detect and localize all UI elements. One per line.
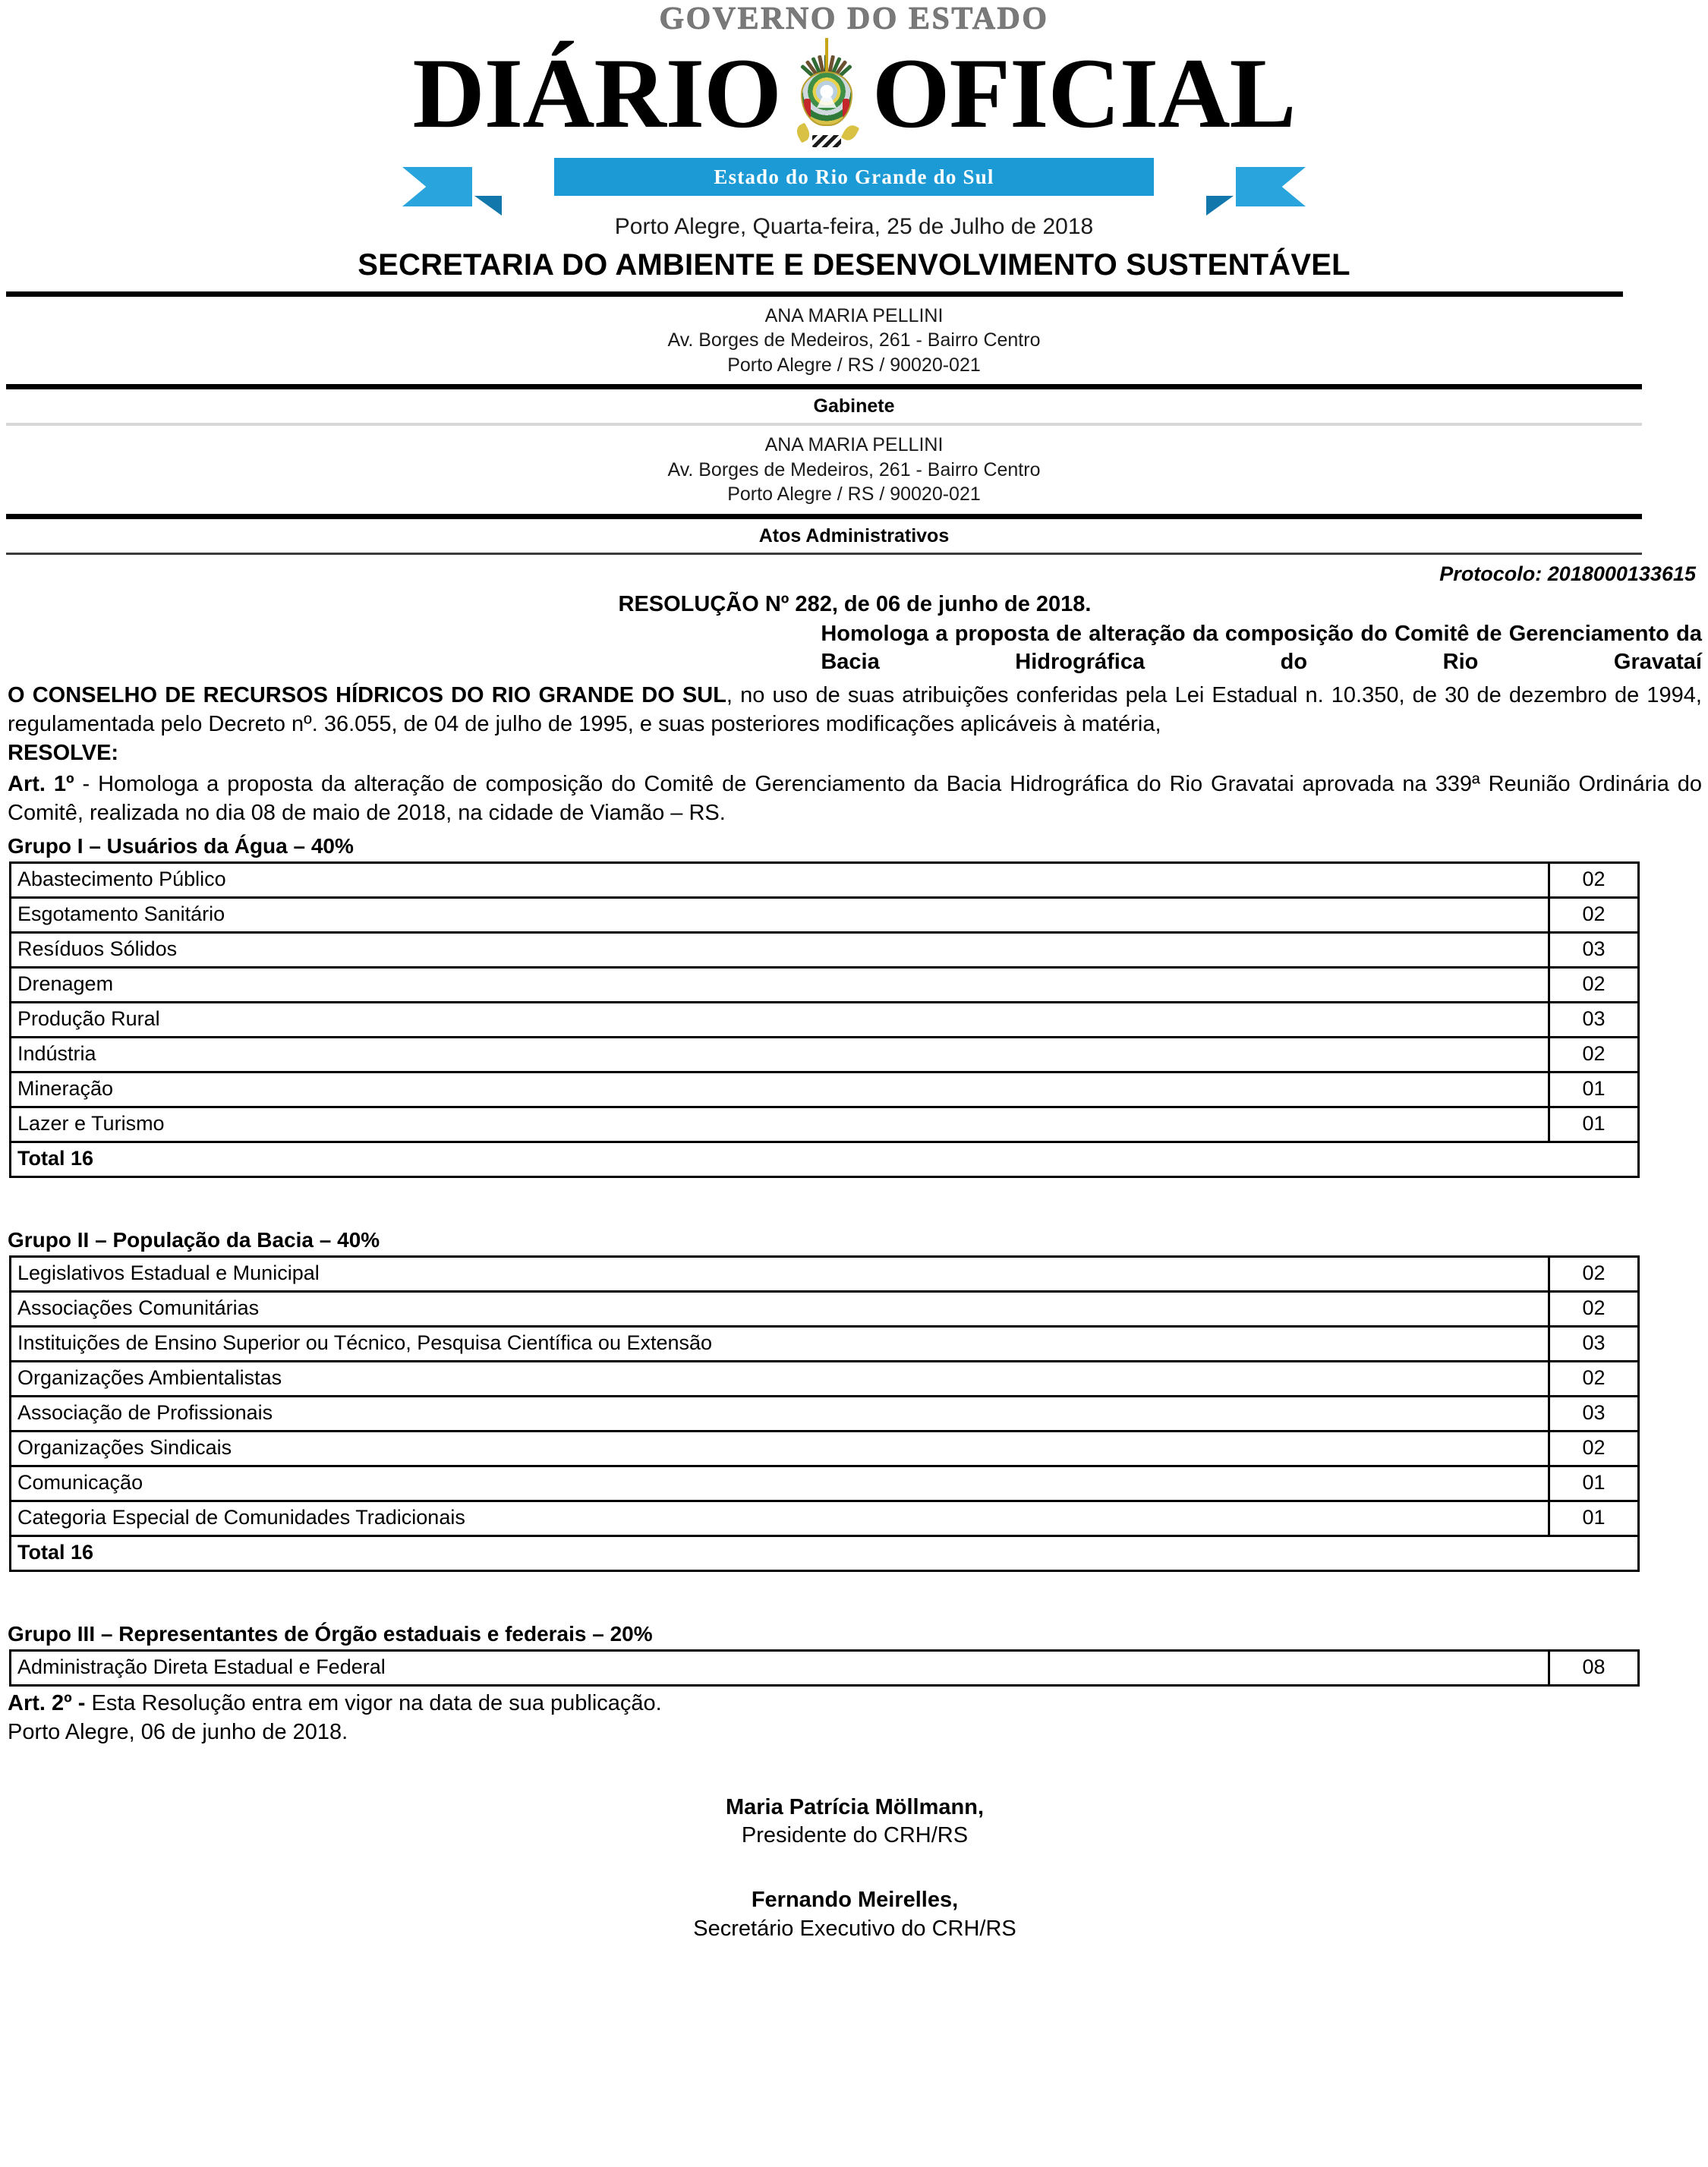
ribbon-label: Estado do Rio Grande do Sul <box>714 165 994 188</box>
table-row <box>11 1431 1639 1466</box>
table-row <box>11 1501 1639 1535</box>
city-date: Porto Alegre, 06 de junho de 2018. <box>8 1719 348 1744</box>
composition-table-group-1 <box>9 861 1640 1178</box>
preamble-rest: , no uso de suas atribuições conferidas pela Lei Estadual n. 10.350, de 30 de dezembro de 1994, regulamentada pelo Decreto nº. 36.055, de 04 de julho de 1995, e suas posteriores modificações aplicáveis à matéria, <box>8 682 1702 736</box>
group-total: Total 16 <box>11 1142 1639 1176</box>
signature-block-2 <box>8 1886 1702 1942</box>
category-qty: 03 <box>1549 1396 1639 1431</box>
category-name: Mineração <box>11 1072 1549 1107</box>
table-row <box>11 1361 1639 1396</box>
gabinete-address-street: Av. Borges de Medeiros, 261 - Bairro Centro <box>667 458 1041 480</box>
category-qty: 01 <box>1549 1501 1639 1535</box>
category-qty: 01 <box>1549 1072 1639 1107</box>
category-qty: 02 <box>1549 1256 1639 1291</box>
signatory-role: Presidente do CRH/RS <box>741 1823 969 1848</box>
category-qty: 01 <box>1549 1466 1639 1501</box>
category-qty: 03 <box>1549 1002 1639 1037</box>
ribbon-fold-right <box>1206 196 1234 216</box>
table-row <box>11 1037 1639 1072</box>
state-ribbon <box>0 152 1708 211</box>
title-word-diario: DIÁRIO <box>412 37 781 149</box>
resolve-label: RESOLVE: <box>8 740 119 765</box>
header-address-name: ANA MARIA PELLINI <box>764 304 944 326</box>
category-name: Comunicação <box>11 1466 1549 1501</box>
table-row <box>11 1326 1639 1361</box>
category-name: Produção Rural <box>11 1002 1549 1037</box>
preamble-council-name: O CONSELHO DE RECURSOS HÍDRICOS DO RIO GRANDE DO SUL <box>8 682 726 707</box>
government-line: GOVERNO DO ESTADO <box>659 2 1049 36</box>
category-name: Indústria <box>11 1037 1549 1072</box>
category-name: Associações Comunitárias <box>11 1291 1549 1326</box>
masthead <box>0 0 1708 282</box>
table-row <box>11 1072 1639 1107</box>
divider-above-gabinete <box>6 384 1642 389</box>
category-qty: 02 <box>1549 1431 1639 1466</box>
table-row <box>11 967 1639 1002</box>
header-address-street: Av. Borges de Medeiros, 261 - Bairro Centro <box>667 329 1041 351</box>
group-total: Total 16 <box>11 1535 1639 1570</box>
ribbon-band <box>554 158 1154 196</box>
category-name: Instituições de Ensino Superior ou Técnico, Pesquisa Científica ou Extensão <box>11 1326 1549 1361</box>
article-1 <box>8 770 1702 828</box>
organ-title: SECRETARIA DO AMBIENTE E DESENVOLVIMENTO SUSTENTÁVEL <box>358 247 1350 282</box>
composition-table-group-3 <box>9 1649 1640 1687</box>
resolution-title: RESOLUÇÃO Nº 282, de 06 de junho de 2018. <box>618 591 1092 616</box>
group-title-3: Grupo III – Representantes de Órgão estaduais e federais – 20% <box>8 1621 653 1646</box>
category-name: Drenagem <box>11 967 1549 1002</box>
ribbon-fold-left <box>474 196 502 216</box>
table-row <box>11 932 1639 967</box>
category-qty: 08 <box>1549 1650 1639 1685</box>
table-row <box>11 1107 1639 1142</box>
header-address-city: Porto Alegre / RS / 90020-021 <box>727 354 981 376</box>
article-2-text: Esta Resolução entra em vigor na data de sua publicação. <box>85 1690 662 1715</box>
divider-above-atos <box>6 514 1642 519</box>
category-qty: 02 <box>1549 897 1639 932</box>
divider-under-organ-title <box>6 291 1623 297</box>
table-total-row <box>11 1142 1639 1176</box>
article-2 <box>8 1690 1702 1718</box>
table-row <box>11 1466 1639 1501</box>
category-name: Resíduos Sólidos <box>11 932 1549 967</box>
resolution-content <box>0 555 1708 1943</box>
signatory-role: Secretário Executivo do CRH/RS <box>693 1916 1016 1941</box>
category-qty: 03 <box>1549 1326 1639 1361</box>
table-row <box>11 1650 1639 1685</box>
gabinete-address-name: ANA MARIA PELLINI <box>764 434 944 455</box>
ribbon-tail-right <box>1236 167 1306 206</box>
title-word-oficial: OFICIAL <box>871 37 1296 149</box>
category-qty: 01 <box>1549 1107 1639 1142</box>
table-row <box>11 862 1639 897</box>
category-name: Categoria Especial de Comunidades Tradicionais <box>11 1501 1549 1535</box>
signatory-name: Maria Patrícia Möllmann, <box>725 1795 985 1820</box>
resolution-ementa: Homologa a proposta de alteração da composição do Comitê de Gerenciamento da Bacia Hidrográfica do Rio Gravataí <box>821 621 1702 675</box>
category-name: Administração Direta Estadual e Federal <box>11 1650 1549 1685</box>
category-qty: 02 <box>1549 1291 1639 1326</box>
table-row <box>11 1002 1639 1037</box>
category-name: Esgotamento Sanitário <box>11 897 1549 932</box>
header-address-block <box>0 297 1708 385</box>
signature-block-1 <box>8 1794 1702 1850</box>
coat-laurel <box>794 121 859 147</box>
gabinete-address-city: Porto Alegre / RS / 90020-021 <box>727 483 981 505</box>
category-qty: 03 <box>1549 932 1639 967</box>
table-row <box>11 1256 1639 1291</box>
group-title-2: Grupo II – População da Bacia – 40% <box>8 1227 380 1252</box>
category-qty: 02 <box>1549 1037 1639 1072</box>
article-1-text: - Homologa a proposta da alteração de composição do Comitê de Gerenciamento da Bacia Hidrográfica do Rio Gravatai aprovada na 339ª Reunião Ordinária do Comitê, realizada no dia 08 de maio de 2018, na cidade de Viamão – RS. <box>8 771 1702 825</box>
publication-date: Porto Alegre, Quarta-feira, 25 de Julho de 2018 <box>614 214 1094 239</box>
table-row <box>11 897 1639 932</box>
newspaper-title <box>0 36 1708 150</box>
category-name: Legislativos Estadual e Municipal <box>11 1256 1549 1291</box>
gabinete-address-block <box>0 426 1708 514</box>
category-name: Organizações Ambientalistas <box>11 1361 1549 1396</box>
coat-of-arms-icon <box>787 36 866 150</box>
group-title-1: Grupo I – Usuários da Água – 40% <box>8 833 354 858</box>
table-total-row <box>11 1535 1639 1570</box>
article-1-label: Art. 1º <box>8 771 74 796</box>
composition-table-group-2 <box>9 1255 1640 1572</box>
gabinete-label: Gabinete <box>813 395 895 417</box>
category-name: Associação de Profissionais <box>11 1396 1549 1431</box>
category-name: Organizações Sindicais <box>11 1431 1549 1466</box>
category-name: Lazer e Turismo <box>11 1107 1549 1142</box>
signatory-name: Fernando Meirelles, <box>751 1888 959 1913</box>
table-row <box>11 1291 1639 1326</box>
coat-shield <box>801 71 852 126</box>
resolution-preamble <box>8 682 1702 739</box>
article-2-label: Art. 2º - <box>8 1690 86 1715</box>
category-name: Abastecimento Público <box>11 862 1549 897</box>
table-row <box>11 1396 1639 1431</box>
category-qty: 02 <box>1549 967 1639 1002</box>
ribbon-tail-left <box>402 167 472 206</box>
category-qty: 02 <box>1549 1361 1639 1396</box>
category-qty: 02 <box>1549 862 1639 897</box>
protocolo-number: Protocolo: 2018000133615 <box>1439 562 1696 585</box>
atos-label: Atos Administrativos <box>758 524 950 546</box>
